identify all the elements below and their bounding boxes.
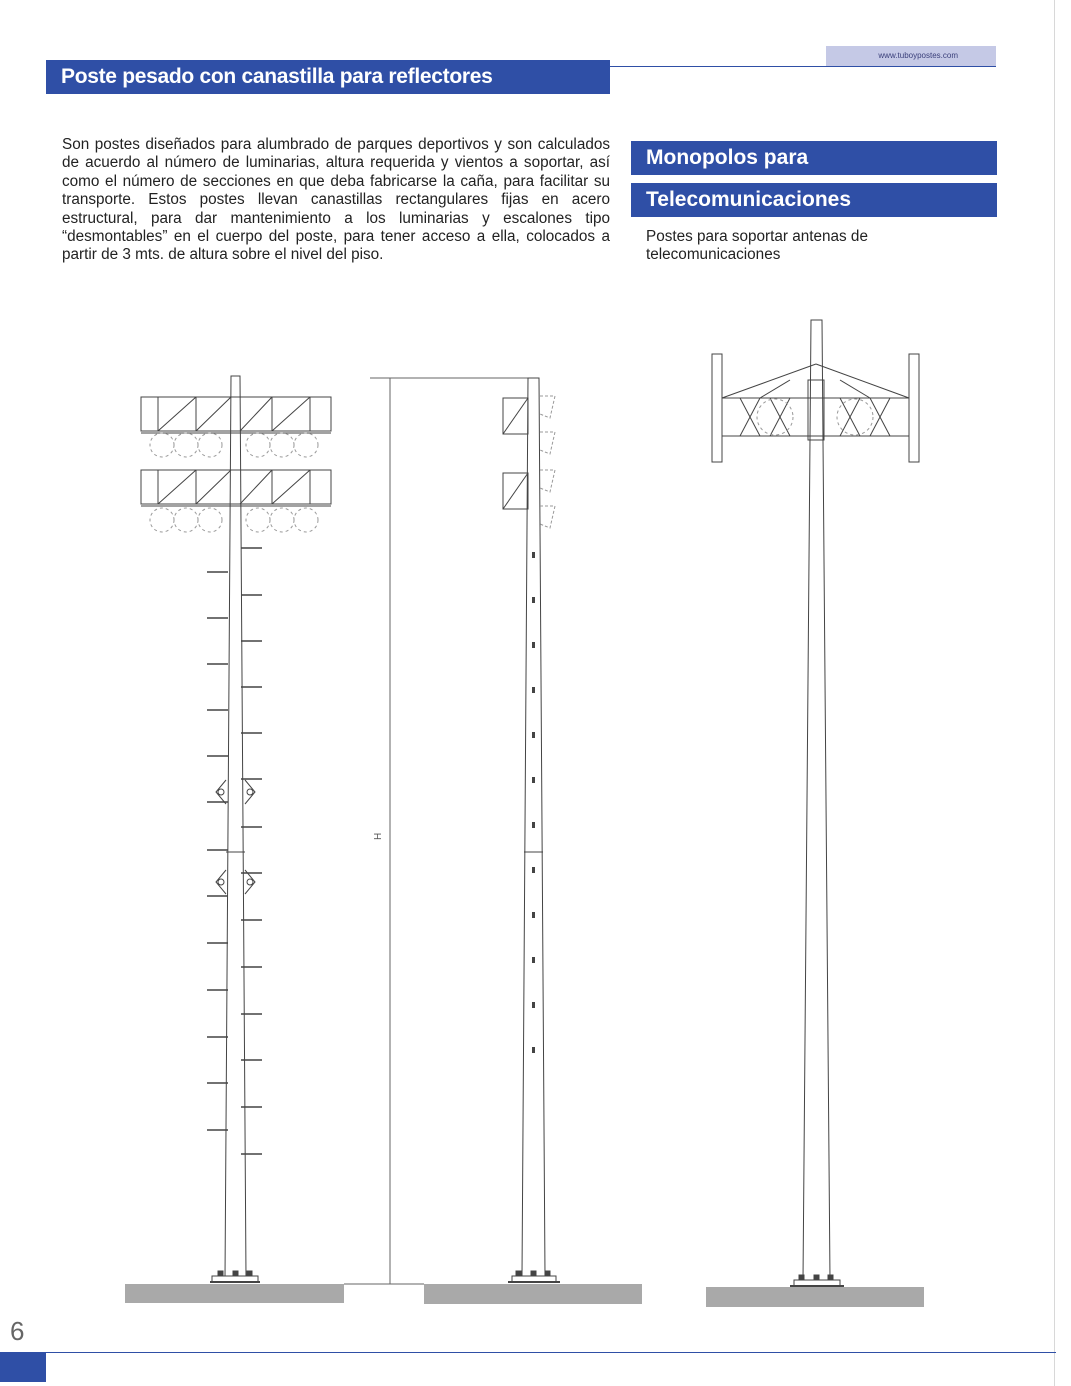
monopolos-paragraph: Postes para soportar antenas de telecomunicaciones xyxy=(646,228,868,264)
ground-bar-3 xyxy=(706,1287,924,1307)
footer-block xyxy=(0,1352,46,1382)
page-title: Poste pesado con canastilla para reflectores xyxy=(46,60,610,94)
pole-3 xyxy=(712,320,919,1286)
footer-rule xyxy=(46,1352,1056,1353)
monopolos-title-line2: Telecomunicaciones xyxy=(631,183,997,217)
url-tab: www.tuboypostes.com xyxy=(826,46,996,66)
pole-2 xyxy=(503,378,560,1282)
intro-paragraph: Son postes diseñados para alumbrado de parques deportivos y son calculados de acuerdo al número de luminarias, altura requerida y vientos a soportar, así como el número de secciones en que deba fabricarse la caña, para facilitar su transporte. Estos postes llevan canastillas rectangulares fijas en acero estructural, para dar mantenimiento a los luminarias y escalones tipo “desmontables” en el cuerpo del poste, para tener acceso a ella, colocados a partir de 3 mts. de altura sobre el nivel del piso. xyxy=(62,136,610,264)
pole-1 xyxy=(141,376,331,1282)
ground-bar-1 xyxy=(125,1284,344,1303)
monopolos-title-line1: Monopolos para xyxy=(631,141,997,175)
height-dimension xyxy=(344,378,530,1284)
ground-bar-2 xyxy=(424,1284,642,1304)
height-label: H xyxy=(373,832,384,840)
page-number: 6 xyxy=(10,1316,25,1346)
